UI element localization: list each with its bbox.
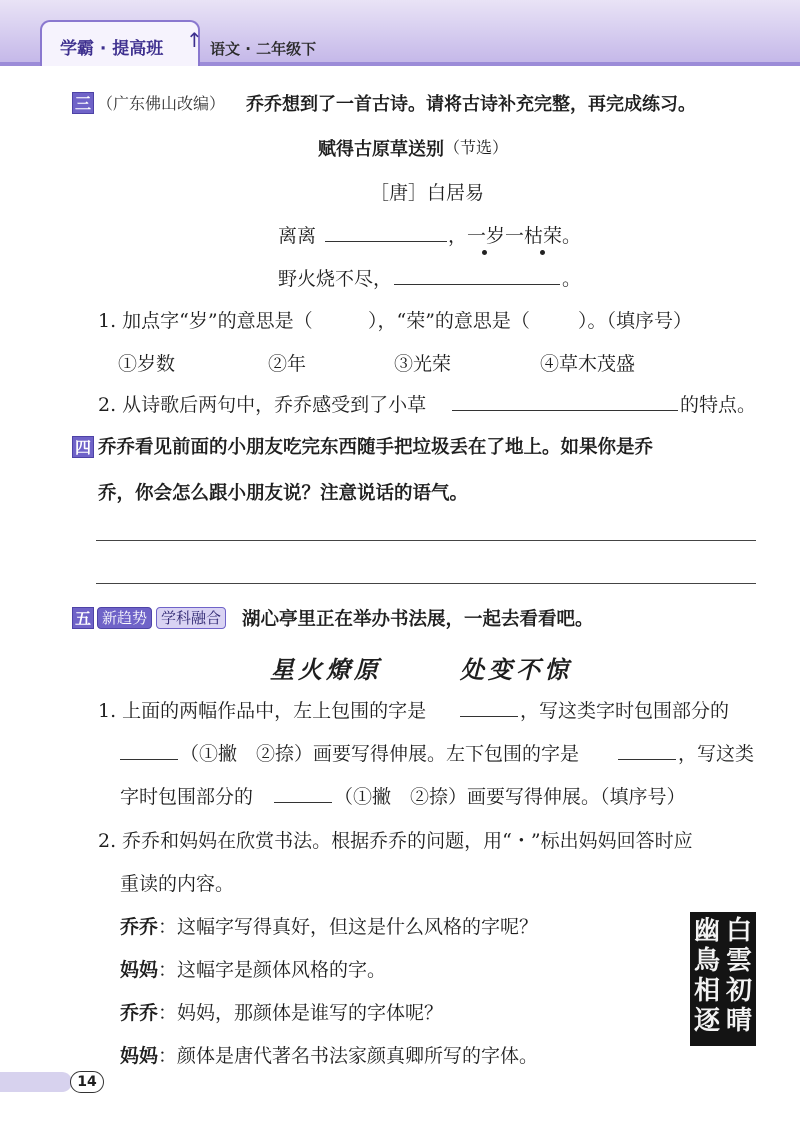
poem-blank-1[interactable] bbox=[325, 241, 447, 242]
calligraphy-char: 晴 bbox=[725, 1006, 752, 1036]
calligraphy-work-1: 星火燎原 bbox=[270, 655, 382, 684]
poem-line-2-end: 。 bbox=[562, 268, 582, 290]
q2-text-b: 的特点。 bbox=[680, 394, 757, 416]
calligraphy-char: 初 bbox=[725, 976, 752, 1006]
dialogue-text: ：这幅字是颜体风格的字。 bbox=[158, 959, 387, 981]
subject-label: 语文 · 二年级下 bbox=[210, 40, 317, 58]
s5-q1-blank-2[interactable] bbox=[120, 759, 178, 760]
page-number: 14 bbox=[70, 1071, 104, 1093]
answer-line-1[interactable] bbox=[96, 540, 756, 541]
dialogue-text: ：颜体是唐代著名书法家颜真卿所写的字体。 bbox=[158, 1045, 539, 1067]
calligraphy-char: 白 bbox=[725, 916, 752, 946]
calligraphy-image bbox=[690, 912, 756, 1046]
brand-label: 学霸 · 提高班 bbox=[60, 39, 164, 59]
dialogue-speaker: 乔乔 bbox=[120, 1002, 159, 1024]
s5-q1-line-2-a: （①撇 ②捺）画要写得伸展。左下包围的字是 bbox=[180, 743, 580, 765]
calligraphy-column-right bbox=[724, 916, 754, 1046]
dialogue-line-1 bbox=[120, 912, 538, 939]
section-4-number: 四 bbox=[72, 436, 94, 458]
section-5-number: 五 bbox=[72, 607, 94, 629]
section-3-source: （广东佛山改编） bbox=[97, 94, 226, 113]
option-4: ④草木茂盛 bbox=[540, 353, 636, 375]
subject-fusion-tag: 学科融合 bbox=[156, 607, 226, 629]
dialogue-speaker: 妈妈 bbox=[120, 959, 159, 981]
calligraphy-work-2: 处变不惊 bbox=[460, 655, 572, 684]
calligraphy-char: 逐 bbox=[693, 1006, 720, 1036]
poem-line-1-start: 离离 bbox=[278, 225, 317, 247]
calligraphy-char: 鳥 bbox=[693, 946, 720, 976]
section-5-instruction: 湖心亭里正在举办书法展，一起去看看吧。 bbox=[242, 609, 594, 630]
option-3: ③光荣 bbox=[394, 353, 452, 375]
section-3-instruction: 乔乔想到了一首古诗。请将古诗补充完整，再完成练习。 bbox=[246, 94, 696, 115]
s5-q1-line-3-b: （①撇 ②捺）画要写得伸展。（填序号） bbox=[334, 786, 686, 808]
s5-q2-line-2: 重读的内容。 bbox=[120, 873, 235, 895]
s5-q1-line-1-a: 1. 上面的两幅作品中，左上包围的字是 bbox=[98, 700, 427, 722]
option-1: ①岁数 bbox=[118, 353, 176, 375]
answer-line-2[interactable] bbox=[96, 583, 756, 584]
section-4-line-1: 乔乔看见前面的小朋友吃完东西随手把垃圾丢在了地上。如果你是乔 bbox=[98, 437, 654, 458]
s5-q1-line-1-b: ，写这类字时包围部分的 bbox=[520, 700, 730, 722]
s5-q1-line-2-b: ，写这类 bbox=[678, 743, 755, 765]
emphasis-dot-sui bbox=[482, 250, 487, 255]
poem-line-1-end: ，一岁一枯荣。 bbox=[448, 225, 582, 247]
poem-blank-2[interactable] bbox=[394, 284, 560, 285]
calligraphy-char: 相 bbox=[693, 976, 720, 1006]
dialogue-line-2 bbox=[120, 955, 386, 982]
calligraphy-char: 雲 bbox=[725, 946, 752, 976]
dialogue-speaker: 妈妈 bbox=[120, 1045, 159, 1067]
s5-q1-blank-4[interactable] bbox=[274, 802, 332, 803]
q2-blank[interactable] bbox=[452, 410, 678, 411]
q2-text-a: 2. 从诗歌后两句中，乔乔感受到了小草 bbox=[98, 394, 427, 416]
calligraphy-column-left bbox=[692, 916, 722, 1046]
poem-title: 赋得古原草送别 bbox=[318, 139, 444, 160]
poem-line-2-start: 野火烧不尽， bbox=[278, 268, 393, 290]
dialogue-speaker: 乔乔 bbox=[120, 916, 159, 938]
up-arrow-icon: ↑ bbox=[186, 28, 203, 52]
dialogue-line-4 bbox=[120, 1041, 538, 1068]
s5-q1-line-3-a: 字时包围部分的 bbox=[120, 786, 254, 808]
emphasis-dot-rong bbox=[540, 250, 545, 255]
trend-tag: 新趋势 bbox=[97, 607, 152, 629]
s5-q2-line-1: 2. 乔乔和妈妈在欣赏书法。根据乔乔的问题，用“・”标出妈妈回答时应 bbox=[98, 830, 693, 852]
q1-text-b: ），“荣”的意思是（ bbox=[368, 310, 530, 332]
poem-author: ［唐］白居易 bbox=[370, 182, 485, 204]
poem-note: （节选） bbox=[444, 138, 509, 157]
option-2: ②年 bbox=[268, 353, 307, 375]
calligraphy-char: 幽 bbox=[693, 916, 720, 946]
q1-text-c: ）。（填序号） bbox=[578, 310, 693, 332]
section-4-line-2: 乔，你会怎么跟小朋友说？注意说话的语气。 bbox=[98, 483, 469, 504]
s5-q1-blank-3[interactable] bbox=[618, 759, 676, 760]
dialogue-text: ：妈妈，那颜体是谁写的字体呢？ bbox=[158, 1002, 444, 1024]
dialogue-line-3 bbox=[120, 998, 443, 1025]
s5-q1-blank-1[interactable] bbox=[460, 716, 518, 717]
section-3-number: 三 bbox=[72, 92, 94, 114]
footer-bar bbox=[0, 1072, 72, 1092]
q1-text-a: 1. 加点字“岁”的意思是（ bbox=[98, 310, 313, 332]
dialogue-text: ：这幅字写得真好，但这是什么风格的字呢？ bbox=[158, 916, 539, 938]
